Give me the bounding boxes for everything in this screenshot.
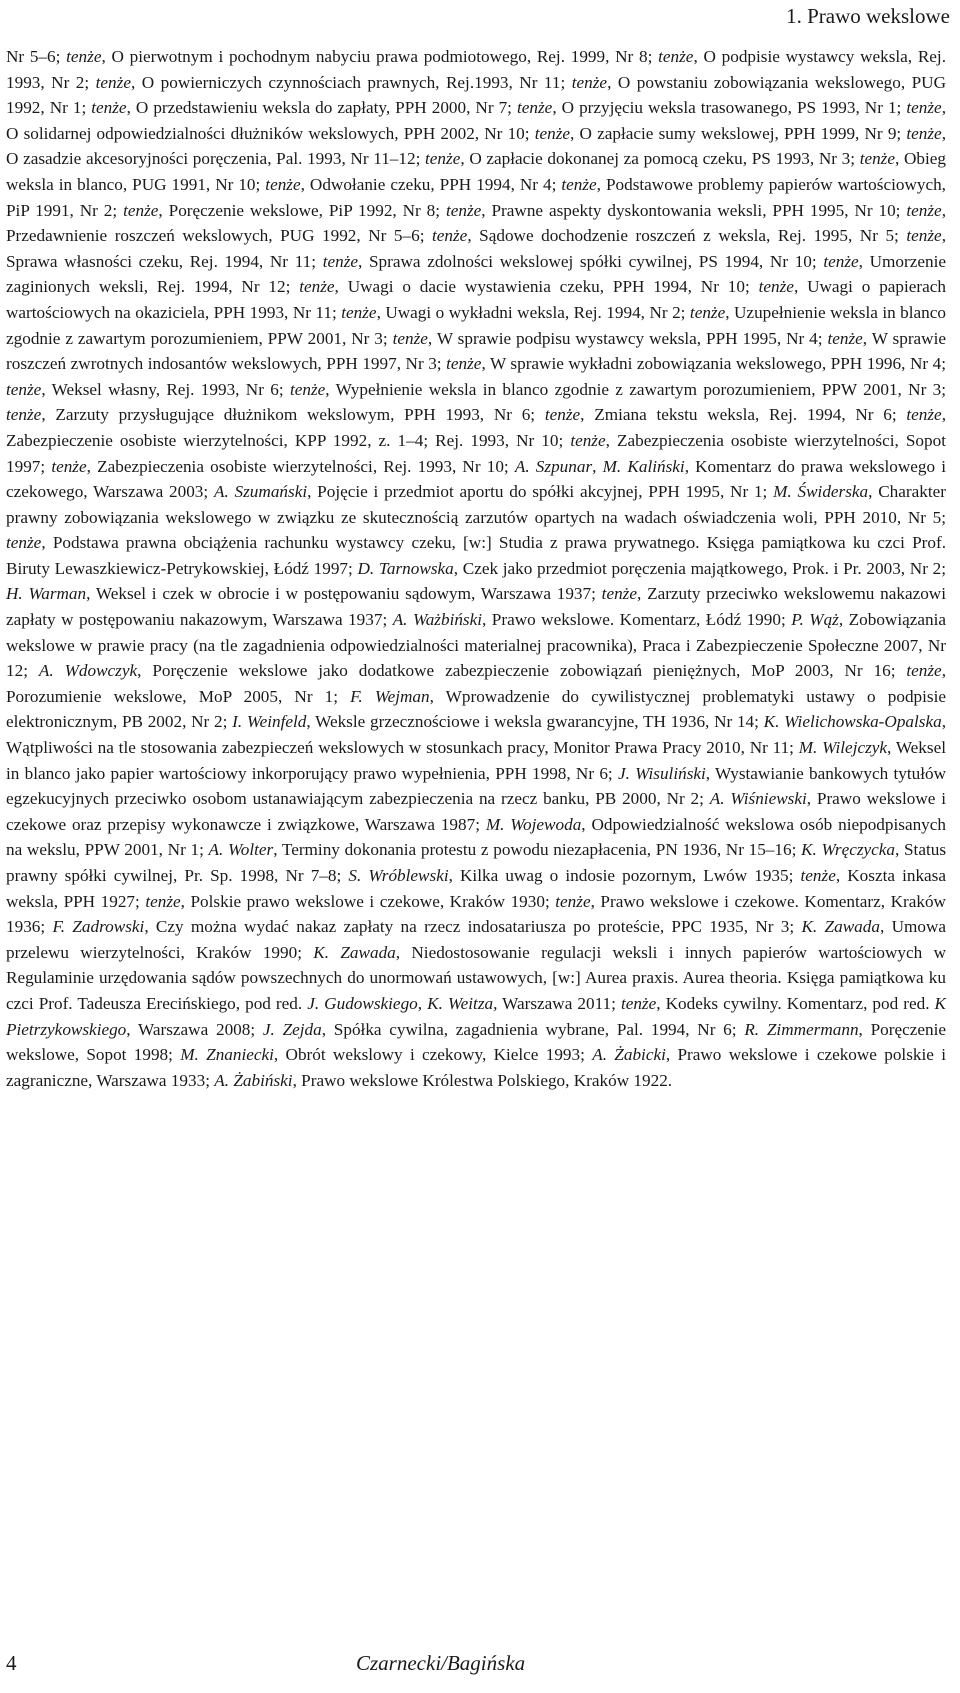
bibliography-text-run: , Prawo wekslowe i czekowe polskie i zagraniczne, Warszawa 1933; (6, 1045, 946, 1090)
bibliography-text-run: , Zabezpieczenia osobiste wierzytelności, Rej. 1993, Nr 10; (86, 456, 515, 476)
bibliography-text-run: , Komentarz do prawa wekslowego i czekowego, Warszawa 2003; (6, 456, 946, 502)
bibliography-text-run: , Czek jako przedmiot poręczenia majątkowego, Prok. i Pr. 2003, Nr 2; (453, 558, 947, 578)
bibliography-italic-run: tenże (544, 405, 581, 425)
bibliography-text-run: , W sprawie podpisu wystawcy weksla, PPH 1995, Nr 4; (427, 328, 828, 348)
bibliography-text-run: , Odwołanie czeku, PPH 1994, Nr 4; (300, 174, 562, 194)
bibliography-text-run: , Wątpliwości na tle stosowania zabezpieczeń wekslowych w stosunkach pracy, Monitor Prawa Pracy 2010, Nr 11; (6, 712, 946, 758)
bibliography-italic-run: A. Żabiński (214, 1070, 293, 1090)
bibliography-text-run: , Prawne aspekty dyskontowania weksli, PPH 1995, Nr 10; (481, 200, 907, 220)
bibliography-italic-run: A. Szpunar (514, 456, 593, 476)
bibliography-text-run: , Prawo wekslowe i czekowe oraz przepisy wykonawcze i związkowe, Warszawa 1987; (6, 789, 946, 834)
bibliography-text-run: , O powierniczych czynnościach prawnych, Rej.1993, Nr 11; (130, 72, 572, 92)
bibliography-italic-run: tenże (800, 866, 836, 885)
bibliography-italic-run: tenże (906, 661, 942, 681)
bibliography-italic-run: tenże (432, 226, 468, 246)
bibliography-italic-run: K. Weitza (427, 993, 494, 1013)
bibliography-italic-run: K. Zawada (313, 942, 396, 962)
bibliography-italic-run: tenże (906, 98, 942, 118)
bibliography-italic-run: J. Wisuliński (617, 763, 706, 783)
bibliography-italic-run: M. Wilejczyk (798, 738, 888, 758)
bibliography-text-run: , Spółka cywilna, zagadnienia wybrane, Pal. 1994, Nr 6; (321, 1019, 745, 1039)
bibliography-text-run: , Poręczenie wekslowe, PiP 1992, Nr 8; (158, 200, 446, 220)
bibliography-text-run: , Zobowiązania wekslowe w prawie pracy (na tle zagadnienia odpowiedzialności materialnej pracownika), Praca i Zabezpieczenie Społeczne 2007, Nr 12; (6, 610, 946, 681)
bibliography-italic-run: K Pietrzykowskiego (6, 993, 947, 1039)
bibliography-italic-run: A. Wiśniewski (709, 789, 807, 809)
bibliography-text-run: , O zapłacie dokonanej za pomocą czeku, PS 1993, Nr 3; (460, 149, 860, 169)
bibliography-italic-run: tenże (6, 379, 42, 399)
bibliography-text-run: , O zapłacie sumy wekslowej, PPH 1999, Nr 9; (570, 123, 907, 143)
bibliography-text-run: , Poręczenie wekslowe, Sopot 1998; (6, 1019, 946, 1065)
bibliography-italic-run: tenże (571, 72, 608, 92)
bibliography-italic-run: tenże (516, 98, 553, 118)
bibliography-italic-run: tenże (906, 405, 942, 425)
bibliography-italic-run: A. Żabicki (592, 1045, 666, 1065)
bibliography-italic-run: tenże (322, 251, 359, 271)
bibliography-italic-run: tenże (658, 47, 694, 66)
bibliography-italic-run: M. Znaniecki (180, 1045, 274, 1065)
bibliography-italic-run: K. Wręczycka (801, 840, 895, 860)
bibliography-text-run: , Odpowiedzialność wekslowa osób niepodpisanych na wekslu, PPW 2001, Nr 1; (6, 814, 946, 860)
page-number: 4 (6, 1651, 17, 1675)
bibliography-text-run: , Niedostosowanie regulacji weksli i innych papierów wartościowych w Regulaminie urzędowania sądów powszechnych do unormowań ustawowych, [w:] Aurea praxis. Aurea theoria. Księga pamiątkowa ku czci Prof. Tadeusza Erecińskiego, pod red. (6, 942, 946, 1013)
bibliography-italic-run: M. Świderska (773, 482, 869, 502)
bibliography-text-run: , Porozumienie wekslowe, MoP 2005, Nr 1; (6, 661, 946, 706)
bibliography-italic-run: tenże (859, 149, 896, 169)
bibliography-text-run: , Sprawa zdolności wekslowej spółki cywilnej, PS 1994, Nr 10; (358, 251, 824, 271)
bibliography-text-run: , W sprawie wykładni zobowiązania wekslowego, PPH 1996, Nr 4; (481, 354, 946, 374)
bibliography-italic-run: tenże (341, 302, 377, 322)
bibliography-italic-run: J. Zejda (262, 1019, 322, 1039)
bibliography-text-run: , O pierwotnym i pochodnym nabyciu prawa podmiotowego, Rej. 1999, Nr 8; (101, 47, 659, 66)
bibliography-italic-run: H. Warman (6, 584, 87, 604)
bibliography-italic-run: tenże (123, 200, 159, 220)
bibliography-text-run: , Obieg weksla in blanco, PUG 1991, Nr 10; (6, 149, 946, 194)
bibliography-italic-run: tenże (6, 405, 42, 425)
footer-authors: Czarnecki/Bagińska (356, 1651, 526, 1675)
bibliography-text-run: , Czy można wydać nakaz zapłaty na rzecz indosatariusza po proteście, PPC 1935, Nr 3; (144, 917, 802, 937)
bibliography-italic-run: tenże (299, 277, 335, 297)
bibliography-text-run: , W sprawie roszczeń zwrotnych indosantów wekslowych, PPH 1997, Nr 3; (6, 328, 946, 374)
bibliography-italic-run: A. Wolter (208, 840, 274, 860)
bibliography-italic-run: tenże (906, 123, 942, 143)
bibliography-text-run: , O przedstawieniu weksla do zapłaty, PPH 2000, Nr 7; (126, 98, 517, 118)
bibliography-text-run: , O zasadzie akcesoryjności poręczenia, Pal. 1993, Nr 11–12; (6, 123, 946, 169)
bibliography-text-run: , Zmiana tekstu weksla, Rej. 1994, Nr 6; (580, 405, 907, 425)
bibliography-text-run: , Sądowe dochodzenie roszczeń z weksla, Rej. 1995, Nr 5; (467, 226, 907, 246)
bibliography-italic-run: tenże (425, 149, 461, 169)
bibliography-text-run: , Weksle grzecznościowe i weksla gwarancyjne, TH 1936, Nr 14; (306, 712, 764, 732)
bibliography-italic-run: J. Gudowskiego (307, 993, 418, 1013)
bibliography-text-run: , Wprowadzenie do cywilistycznej problematyki ustawy o podpisie elektronicznym, PB 2002, Nr 2; (6, 686, 946, 732)
bibliography-text-run: , Sprawa własności czeku, Rej. 1994, Nr 11; (6, 226, 946, 271)
bibliography-italic-run: tenże (620, 993, 657, 1013)
bibliography-paragraph (6, 44, 946, 1093)
bibliography-text-run: , Weksel i czek w obrocie i w postępowaniu sądowym, Warszawa 1937; (86, 584, 602, 604)
bibliography-italic-run: K. Zawada (801, 917, 880, 937)
bibliography-italic-run: tenże (265, 174, 301, 194)
bibliography-italic-run: D. Tarnowska (357, 558, 454, 578)
bibliography-text-run: , Kilka uwag o indosie pozornym, Lwów 1935; (448, 866, 801, 885)
bibliography-text-run: , Prawo wekslowe Królestwa Polskiego, Kraków 1922. (292, 1070, 673, 1090)
bibliography-text-run: , Status prawny spółki cywilnej, Pr. Sp. 1998, Nr 7–8; (6, 840, 947, 885)
bibliography-text-run: , Uwagi o dacie wystawienia czeku, PPH 1994, Nr 10; (334, 277, 759, 297)
bibliography-italic-run: tenże (289, 379, 326, 399)
bibliography-italic-run: M. Wojewoda (485, 814, 582, 834)
bibliography-italic-run: tenże (906, 226, 942, 246)
bibliography-text-run: , Uwagi o papierach wartościowych na okaziciela, PPH 1993, Nr 11; (6, 277, 946, 322)
bibliography-text-run: , Wypełnienie weksla in blanco zgodnie z zawartym porozumieniem, PPW 2001, Nr 3; (325, 379, 946, 399)
bibliography-text-run: , Pojęcie i przedmiot aportu do spółki akcyjnej, PPH 1995, Nr 1; (307, 482, 774, 502)
bibliography-text-run: , Weksel własny, Rej. 1993, Nr 6; (41, 379, 290, 399)
bibliography-text-run: , Prawo wekslowe i czekowe. Komentarz, Kraków 1936; (6, 891, 946, 937)
bibliography-italic-run: tenże (392, 328, 428, 348)
bibliography-text-run: Nr 5–6; (6, 47, 67, 66)
bibliography-text-run: , Koszta inkasa weksla, PPH 1927; (6, 866, 946, 911)
bibliography-text-run: , O przyjęciu weksla trasowanego, PS 1993, Nr 1; (552, 98, 907, 118)
bibliography-italic-run: tenże (758, 277, 794, 297)
bibliography-text-run: , Umowa przelewu wierzytelności, Kraków 1990; (6, 917, 946, 962)
bibliography-italic-run: tenże (66, 47, 102, 66)
bibliography-text-run: , Umorzenie zaginionych weksli, Rej. 1994, Nr 12; (6, 251, 946, 297)
bibliography-text-run: , Zabezpieczenie osobiste wierzytelności, KPP 1992, z. 1–4; Rej. 1993, Nr 10; (6, 405, 946, 450)
bibliography-italic-run: A. Szumański (213, 482, 308, 502)
bibliography-text-run: , Warszawa 2011; (493, 993, 621, 1013)
bibliography-text-run: , Poręczenie wekslowe jako dodatkowe zabezpieczenie zobowiązań pieniężnych, MoP 2003, Nr 16; (137, 661, 907, 681)
bibliography-italic-run: tenże (570, 430, 606, 450)
bibliography-text-run: , Obrót wekslowy i czekowy, Kielce 1993; (273, 1045, 593, 1065)
bibliography-text-run: , Podstawowe problemy papierów wartościowych, PiP 1991, Nr 2; (6, 174, 946, 220)
bibliography-italic-run: I. Weinfeld (232, 712, 307, 732)
bibliography-italic-run: tenże (534, 123, 571, 143)
bibliography-italic-run: A. Wdowczyk (38, 661, 138, 681)
bibliography-text-run: , Zabezpieczenia osobiste wierzytelności, Sopot 1997; (6, 430, 946, 476)
bibliography-text-run: , Charakter prawny zobowiązania wekslowego w związku ze skutecznością zarzutów opartych na wadach oświadczenia woli, PPH 2010, Nr 5; (6, 482, 946, 527)
bibliography-text-run: , Prawo wekslowe. Komentarz, Łódź 1990; (482, 610, 792, 630)
bibliography-text-run: , Polskie prawo wekslowe i czekowe, Kraków 1930; (180, 891, 556, 911)
bibliography-text-run: , Przedawnienie roszczeń wekslowych, PUG 1992, Nr 5–6; (6, 200, 946, 246)
bibliography-text-run: , Warszawa 2008; (126, 1019, 263, 1039)
bibliography-text-run: , Terminy dokonania protestu z powodu niezapłacenia, PN 1936, Nr 15–16; (273, 840, 802, 860)
bibliography-italic-run: tenże (446, 354, 482, 374)
bibliography-text-run: , Zarzuty przeciwko wekslowemu nakazowi zapłaty w postępowaniu nakazowym, Warszawa 1937; (6, 584, 946, 630)
bibliography-text-run: , (592, 456, 603, 476)
bibliography-italic-run: tenże (6, 533, 42, 553)
bibliography-italic-run: tenże (906, 200, 942, 220)
bibliography-italic-run: tenże (51, 456, 87, 476)
bibliography-text-run: , O powstaniu zobowiązania wekslowego, PUG 1992, Nr 1; (6, 72, 946, 118)
bibliography-text-run: , O solidarnej odpowiedzialności dłużników wekslowych, PPH 2002, Nr 10; (6, 98, 946, 143)
bibliography-italic-run: tenże (601, 584, 637, 604)
bibliography-italic-run: S. Wróblewski (348, 866, 449, 885)
bibliography-text-run: , Kodeks cywilny. Komentarz, pod red. (656, 993, 935, 1013)
running-head-title: 1. Prawo wekslowe (786, 4, 950, 28)
bibliography-italic-run: tenże (561, 174, 597, 194)
bibliography-italic-run: F. Wejman (350, 686, 430, 706)
bibliography-text-run: , O podpisie wystawcy weksla, Rej. 1993, Nr 2; (6, 47, 946, 92)
bibliography-italic-run: tenże (145, 891, 181, 911)
bibliography-text-run: , Uwagi o wykładni weksla, Rej. 1994, Nr 2; (376, 302, 690, 322)
bibliography-text-run: , Weksel in blanco jako papier wartościowy inkorporujący prawo wypełnienia, PPH 1998, Nr 6; (6, 738, 946, 783)
bibliography-italic-run: R. Zimmermann (744, 1019, 859, 1039)
bibliography-italic-run: tenże (445, 200, 482, 220)
bibliography-text-run: , Podstawa prawna obciążenia rachunku wystawcy czeku, [w:] Studia z prawa prywatnego. Księga pamiątkowa ku czci Prof. Biruty Lewaszkiewicz-Petrykowskiej, Łódź 1997; (6, 533, 946, 578)
bibliography-italic-run: K. Wielichowska-Opalska (763, 712, 942, 732)
bibliography-text-run: , Wystawianie bankowych tytułów egzekucyjnych przeciwko osobom ustanawiającym zabezpieczenia na rzecz banku, PB 2000, Nr 2; (6, 763, 946, 809)
bibliography-italic-run: F. Zadrowski (52, 917, 145, 937)
bibliography-italic-run: tenże (91, 98, 127, 118)
bibliography-italic-run: tenże (827, 328, 863, 348)
bibliography-text-run: , Zarzuty przysługujące dłużnikom wekslowym, PPH 1993, Nr 6; (41, 405, 545, 425)
bibliography-italic-run: tenże (95, 72, 131, 92)
bibliography-italic-run: M. Kaliński (602, 456, 685, 476)
bibliography-italic-run: P. Wąż (791, 610, 839, 630)
bibliography-text-run: , Uzupełnienie weksla in blanco zgodnie z zawartym porozumieniem, PPW 2001, Nr 3; (6, 302, 946, 348)
bibliography-italic-run: tenże (689, 302, 726, 322)
bibliography-text-run: , (417, 993, 428, 1013)
bibliography-italic-run: tenże (823, 251, 859, 271)
bibliography-italic-run: tenże (555, 891, 591, 911)
bibliography-italic-run: A. Ważbiński (392, 610, 483, 630)
